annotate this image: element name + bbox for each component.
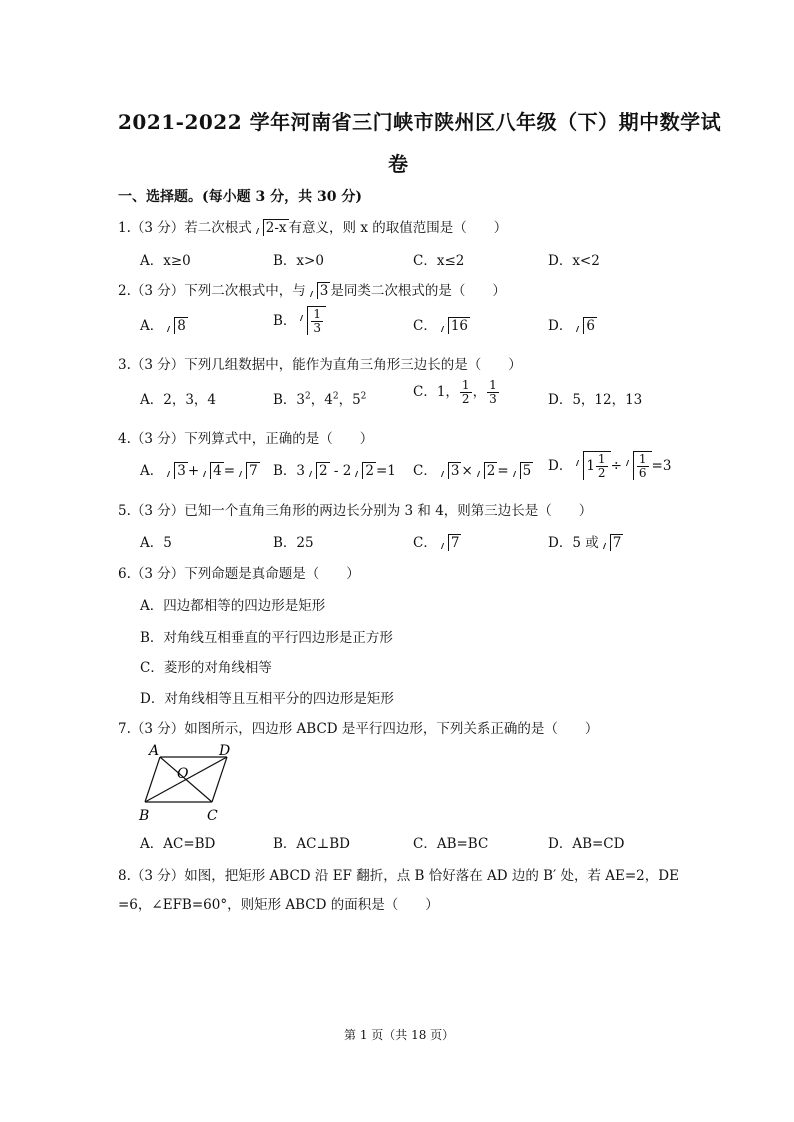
radicand: 7: [448, 534, 462, 551]
radicand: 2: [362, 462, 376, 479]
q1-option-b: B．x>0: [273, 253, 324, 269]
q4-option-b: [273, 459, 396, 479]
q7-option-b: B．AC⊥BD: [273, 836, 350, 852]
q2-stem-post: 是同类二次根式的是（ ）: [330, 283, 506, 299]
q6-option-b: B．对角线互相垂直的平行四边形是正方形: [140, 630, 393, 646]
operator: +: [187, 463, 200, 479]
q3-option-a: A．2，3，4: [140, 392, 217, 408]
operator: - 2: [329, 463, 352, 479]
question-6: 6.（3 分）下列命题是真命题是（ ）: [118, 566, 360, 582]
operator: ÷: [610, 458, 622, 475]
q6-option-c: C．菱形的对角线相等: [140, 660, 272, 676]
q3-option-c: [413, 379, 500, 406]
sqrt-symbol: [297, 306, 326, 335]
operator: =: [223, 463, 236, 479]
q5-option-a: A．5: [140, 535, 172, 551]
fraction: [460, 379, 472, 406]
vertex-label-d: D: [219, 743, 231, 759]
denominator: 2: [597, 466, 606, 481]
section-heading: 一、选择题。(每小题 3 分，共 30 分): [118, 189, 362, 205]
separator: ，: [472, 384, 487, 401]
q2-d-label: D．: [548, 318, 573, 334]
numerator: 1: [489, 378, 497, 392]
sqrt-symbol: [438, 317, 470, 334]
q2-d-radicand: 6: [583, 317, 597, 334]
denominator: 6: [638, 466, 647, 481]
q4-a-label: A．: [140, 463, 164, 479]
sqrt-symbol: [510, 462, 534, 479]
question-2: [118, 279, 506, 299]
q2-option-c: [413, 314, 470, 334]
q3-b-text: ，5: [338, 392, 361, 408]
denominator: 3: [489, 392, 497, 407]
page-title-continued: 卷: [388, 152, 409, 176]
q1-option-c: C．x≤2: [413, 253, 465, 269]
q2-c-radicand: 16: [448, 317, 470, 334]
q5-option-c: [413, 531, 461, 551]
operator: ×: [461, 463, 473, 479]
q4-option-c: [413, 459, 533, 479]
radicand: [583, 451, 610, 480]
operator: =: [497, 463, 509, 479]
q2-option-a: [140, 314, 188, 334]
integer-part: 1: [586, 458, 595, 475]
q3-option-b: [273, 388, 366, 408]
sqrt-symbol: [164, 462, 188, 479]
q7-option-d: D．AB=CD: [548, 836, 625, 852]
q2-stem-pre: 2.（3 分）下列二次根式中，与: [118, 283, 306, 299]
q7-option-c: C．AB=BC: [413, 836, 489, 852]
radicand: 7: [246, 462, 260, 479]
q2-b-label: B．: [273, 313, 297, 330]
question-8-line-1: 8.（3 分）如图，把矩形 ABCD 沿 EF 翻折，点 B 恰好落在 AD 边的 B′ 处，若 AE=2，DE: [118, 868, 679, 884]
q7-option-a: A．AC=BD: [140, 836, 216, 852]
q2-option-b: [273, 306, 326, 335]
q1-option-d: D．x<2: [548, 253, 600, 269]
sqrt-symbol: [253, 219, 289, 236]
operator: =3: [651, 458, 672, 475]
numerator: 1: [638, 452, 647, 466]
page-footer: 第 1 页（共 18 页）: [344, 1028, 455, 1042]
question-7: 7.（3 分）如图所示，四边形 ABCD 是平行四边形，下列关系正确的是（ ）: [118, 721, 599, 737]
q1-stem-post: 有意义，则 x 的取值范围是（ ）: [288, 220, 508, 236]
q4-d-label: D．: [548, 458, 573, 475]
numerator: 1: [597, 452, 606, 466]
q5-option-d: [548, 531, 623, 551]
sqrt-symbol: [236, 462, 260, 479]
vertex-label-b: B: [139, 808, 150, 824]
q5-d-label: D．5 或: [548, 535, 599, 551]
question-3: 3.（3 分）下列几组数据中，能作为直角三角形三边长的是（ ）: [118, 357, 522, 373]
q5-option-b: B．25: [273, 535, 314, 551]
numerator: 1: [461, 378, 470, 392]
exponent: 2: [305, 391, 311, 402]
q3-option-d: D．5，12，13: [548, 392, 643, 408]
sqrt-symbol: [600, 534, 624, 551]
exponent: 2: [332, 391, 339, 402]
question-4: 4.（3 分）下列算式中，正确的是（ ）: [118, 431, 374, 447]
fraction: [487, 379, 499, 406]
radicand: 5: [520, 462, 534, 479]
radicand: 3: [448, 462, 462, 479]
q3-b-text: B．3: [273, 392, 306, 408]
q1-radicand: 2-x: [263, 219, 289, 236]
vertex-label-c: C: [207, 808, 218, 824]
vertex-label-a: A: [149, 743, 160, 759]
q2-b-numerator: 1: [313, 307, 322, 321]
center-label-o: O: [177, 766, 189, 782]
sqrt-symbol: [352, 462, 376, 479]
sqrt-symbol: [623, 451, 652, 480]
radicand: 2: [316, 462, 330, 479]
question-8-line-2: =6，∠EFB=60°，则矩形 ABCD 的面积是（ ）: [118, 897, 439, 913]
question-1: [118, 216, 507, 236]
radicand: 2: [484, 462, 498, 479]
q3-b-text: ，4: [310, 392, 333, 408]
q1-stem-pre: 1.（3 分）若二次根式: [118, 220, 252, 236]
sqrt-symbol: [438, 534, 462, 551]
operator: =1: [375, 463, 396, 479]
q2-c-label: C．: [413, 318, 437, 334]
exponent: 2: [360, 391, 367, 402]
radicand: 7: [610, 534, 624, 551]
radicand: 3: [174, 462, 188, 479]
q6-option-d: D．对角线相等且互相平分的四边形是矩形: [140, 691, 394, 707]
sqrt-symbol: [573, 317, 597, 334]
page-title: 2021-2022 学年河南省三门峡市陕州区八年级（下）期中数学试: [118, 110, 722, 134]
fraction: [596, 453, 608, 480]
q4-option-d: [548, 451, 671, 480]
sqrt-symbol: [200, 462, 224, 479]
fraction: [637, 453, 649, 480]
denominator: 2: [461, 392, 470, 407]
fraction: [311, 308, 323, 335]
q2-radicand: 3: [317, 282, 331, 299]
radicand: 4: [210, 462, 224, 479]
parallelogram-figure: [135, 740, 245, 825]
question-5: 5.（3 分）已知一个直角三角形的两边长分别为 3 和 4，则第三边长是（ ）: [118, 503, 593, 519]
radicand: [633, 451, 652, 480]
q4-option-a: [140, 459, 260, 479]
q3-c-text: C．1，: [413, 384, 459, 401]
q2-option-d: [548, 314, 597, 334]
sqrt-symbol: [474, 462, 498, 479]
q5-c-label: C．: [413, 535, 437, 551]
sqrt-symbol: [438, 462, 462, 479]
q2-a-radicand: 8: [174, 317, 188, 334]
sqrt-symbol: [573, 451, 610, 480]
q2-a-label: A．: [140, 318, 164, 334]
q2-b-denominator: 3: [313, 321, 322, 336]
q4-c-label: C．: [413, 463, 437, 479]
q6-option-a: A．四边都相等的四边形是矩形: [140, 598, 326, 614]
sqrt-symbol: [306, 462, 330, 479]
sqrt-symbol: [307, 282, 331, 299]
q4-b-label: B．3: [273, 463, 306, 479]
q1-option-a: A．x≥0: [140, 253, 191, 269]
sqrt-symbol: [164, 317, 188, 334]
